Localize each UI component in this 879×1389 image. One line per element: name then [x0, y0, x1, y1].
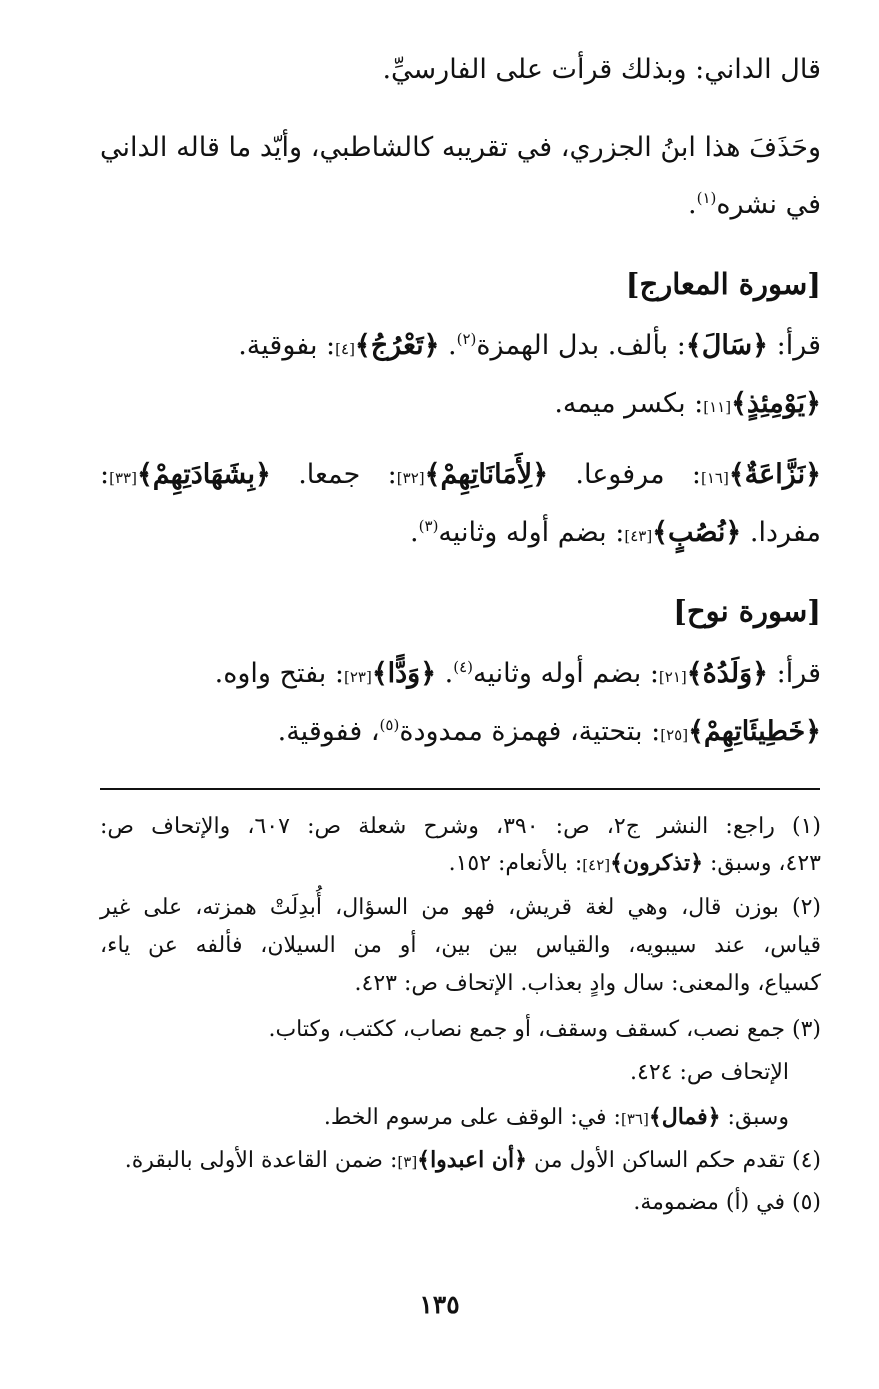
body-text: : بضم أوله وثانيه	[473, 658, 659, 689]
body-text: قال الداني: وبذلك قرأت على الفارسيِّ.	[382, 54, 821, 85]
verse-number: [١٦]	[700, 469, 729, 487]
verse-number: [٣٦]	[620, 1110, 649, 1128]
verse-number: [٤]	[335, 340, 355, 358]
footnote-2-line-1: (٢) بوزن قال، وهي لغة قريش، فهو من السؤال، أُبدِلَتْ همزته، على غير	[100, 895, 821, 920]
quran-word: ﴿نَزَّاعَةٌ﴾	[728, 459, 821, 490]
footnote-marker: (٥)	[379, 716, 400, 734]
quran-word: ﴿وَدًّا﴾	[371, 658, 437, 689]
sura-heading-maarij: [سورة المعارج]	[625, 267, 821, 301]
body-text: مفردا.	[749, 517, 821, 548]
footnote-text: ٤٢٣، وسبق:	[709, 851, 821, 876]
quran-word: ﴿خَطِيئَاتِهِمْ﴾	[688, 716, 821, 747]
body-text: : بفتح واوه.	[214, 658, 344, 689]
footnote-text: : ضمن القاعدة الأولى بالبقرة.	[124, 1148, 398, 1173]
quran-word: ﴿نُصُبٍ﴾	[652, 517, 742, 548]
page-number: ١٣٥	[419, 1290, 460, 1319]
body-line-3	[100, 185, 821, 225]
verse-number: [٣٢]	[396, 469, 425, 487]
sura1-line-2	[100, 384, 821, 427]
quran-word: ﴿وَلَدُهُ﴾	[686, 658, 768, 689]
footnote-text: (٤) تقدم حكم الساكن الأول من	[534, 1148, 821, 1173]
body-text: : بألف. بدل الهمزة	[476, 330, 686, 361]
body-text: ، ففوقية.	[277, 716, 380, 747]
footnote-3-line-1: (٣) جمع نصب، كسقف وسقف، أو جمع نصاب، ككتب، وكتاب.	[268, 1017, 821, 1042]
footnote-marker: (١)	[696, 189, 717, 207]
quran-word: ﴿سَالَ﴾	[685, 330, 768, 361]
footnote-3-line-2: الإتحاف ص: ٤٢٤.	[630, 1060, 789, 1085]
body-text: : بضم أوله وثانيه	[438, 517, 625, 548]
quran-word: ﴿لِأَمَانَاتِهِمْ﴾	[424, 459, 549, 490]
footnote-1-line-2	[100, 848, 821, 880]
footnote-2-line-3: كسياع، والمعنى: سال وادٍ بعذاب. الإتحاف ص: ٤٢٣.	[354, 971, 821, 996]
body-text: : بتحتية، فهمزة ممدودة	[399, 716, 661, 747]
quran-word: ﴿يَوْمِئِذٍ﴾	[731, 388, 821, 419]
sura1-line-4	[100, 513, 821, 556]
body-text: في نشره	[716, 189, 821, 220]
footnote-separator	[100, 788, 820, 790]
body-text: : مرفوعا.	[575, 459, 701, 490]
verse-number: [٤٣]	[624, 527, 653, 545]
footnote-5: (٥) في (أ) مضمومة.	[633, 1190, 821, 1215]
footnote-3-line-3	[100, 1102, 789, 1134]
body-text: وحَذَفَ هذا ابنُ الجزري، في تقريبه كالشاطبي، وأيّد ما قاله الداني	[100, 132, 821, 163]
body-text: قرأ:	[776, 330, 821, 361]
sura2-line-2	[100, 712, 821, 755]
body-text: : جمعا.	[298, 459, 397, 490]
verse-number: [٣]	[397, 1153, 418, 1171]
verse-number: [٢٣]	[343, 668, 372, 686]
footnote-text: : في: الوقف على مرسوم الخط.	[323, 1105, 621, 1130]
body-line-1	[100, 50, 821, 90]
quran-word: ﴿فمال﴾	[648, 1104, 721, 1130]
footnote-1-line-1: (١) راجع: النشر ج٢، ص: ٣٩٠، وشرح شعلة ص: ٦٠٧، والإتحاف ص:	[100, 814, 821, 839]
footnote-marker: (٤)	[453, 658, 474, 676]
body-text: : بكسر ميمه.	[554, 388, 704, 419]
body-text: :	[100, 459, 110, 490]
quran-word: ﴿تَعْرُجُ﴾	[354, 330, 440, 361]
verse-number: [٣٣]	[109, 469, 137, 487]
quran-word: ﴿أن اعبدوا﴾	[417, 1147, 528, 1173]
sura1-line-3	[100, 455, 821, 498]
sura-heading-nuh: [سورة نوح]	[673, 594, 821, 628]
body-text: .	[444, 658, 454, 689]
quran-word: ﴿بِشَهَادَتِهِمْ﴾	[136, 459, 271, 490]
body-text: : بفوقية.	[238, 330, 336, 361]
footnote-text: وسبق:	[727, 1105, 789, 1130]
verse-number: [٢٥]	[660, 726, 689, 744]
footnote-2-line-2: قياس، عند سيبويه، والقياس بين بين، أو من السيلان، فألفه عن ياء،	[100, 933, 821, 958]
footnote-marker: (٣)	[418, 517, 439, 535]
verse-number: [٢١]	[658, 668, 687, 686]
footnote-marker: (٢)	[456, 330, 477, 348]
body-text: .	[687, 189, 697, 220]
verse-number: [٤٢]	[582, 856, 611, 874]
body-text: قرأ:	[776, 658, 821, 689]
footnote-4	[100, 1145, 821, 1177]
body-text: .	[410, 517, 419, 548]
footnote-text: : بالأنعام: ١٥٢.	[448, 851, 583, 876]
sura2-line-1	[100, 654, 821, 697]
body-text: .	[448, 330, 457, 361]
sura1-line-1	[100, 326, 821, 369]
quran-word: ﴿تذكرون﴾	[610, 850, 703, 876]
body-line-2	[100, 128, 821, 168]
verse-number: [١١]	[703, 398, 732, 416]
